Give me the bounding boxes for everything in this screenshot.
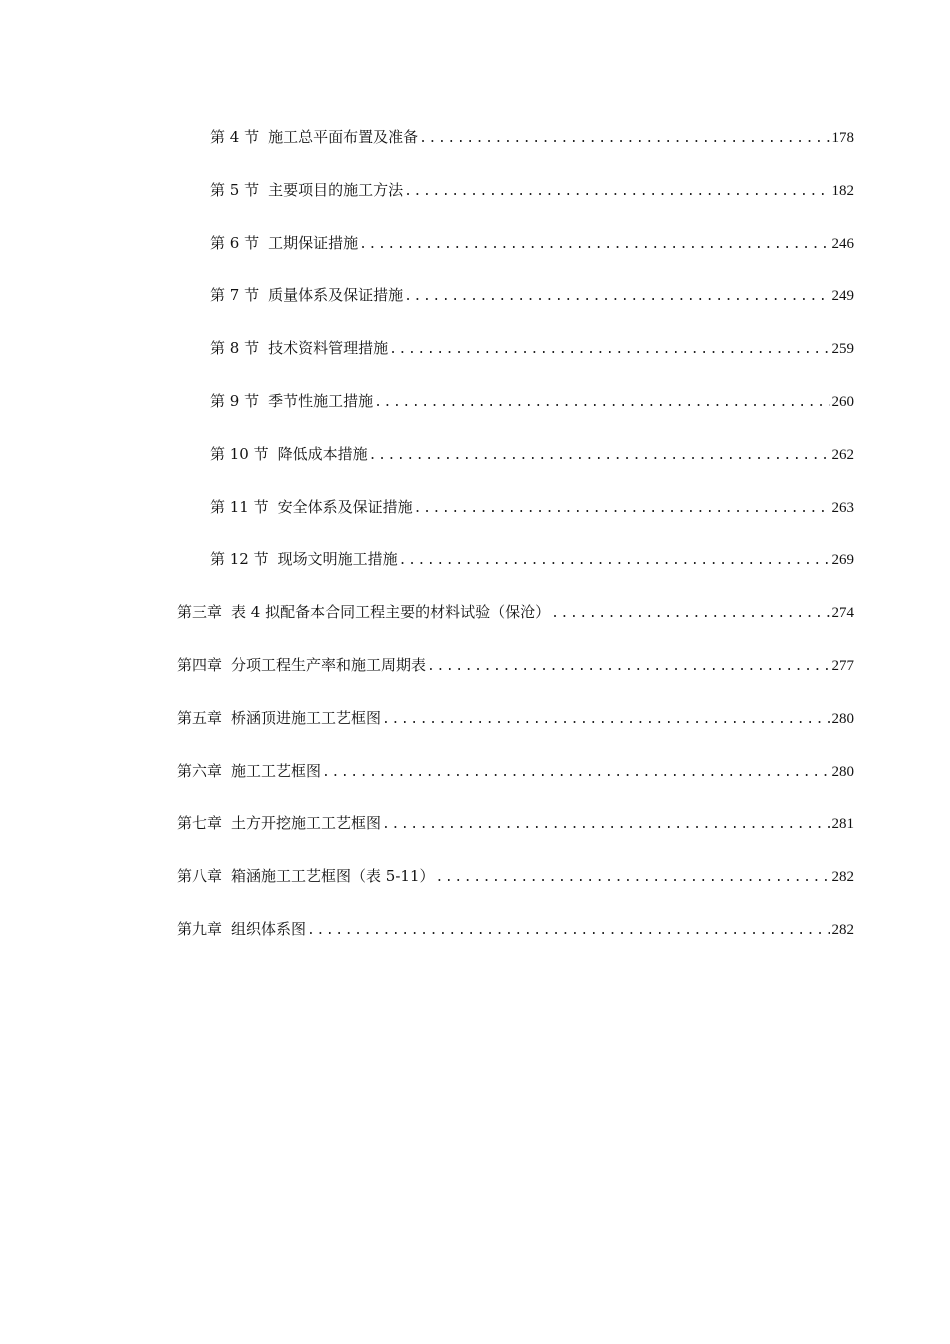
toc-dot-leader (381, 814, 829, 836)
toc-entry-title: 技术资料管理措施 (268, 339, 389, 358)
toc-entry-number: 第七章 (177, 814, 223, 833)
toc-entry-number: 第 7 节 (210, 286, 260, 305)
toc-entry-page-number: 260 (831, 393, 854, 410)
toc-entry-number: 第 5 节 (210, 180, 260, 199)
toc-entry-title: 表 4 拟配备本合同工程主要的材料试验（保沧） (231, 603, 551, 622)
toc-entry-number: 第 11 节 (210, 497, 269, 516)
toc-dot-leader (388, 339, 829, 361)
toc-entry-page-number: 262 (831, 446, 854, 463)
toc-entry-title: 分项工程生产率和施工周期表 (231, 655, 427, 674)
toc-entry-page-number: 182 (831, 182, 854, 199)
toc-entry-title: 质量体系及保证措施 (268, 286, 404, 305)
toc-entry-page-number: 269 (831, 552, 854, 569)
toc-entry-title: 土方开挖施工工艺框图 (231, 814, 382, 833)
toc-entry-chapter-7[interactable] (0, 812, 854, 865)
toc-entry-page-number: 263 (831, 499, 854, 516)
toc-entry-chapter-9[interactable] (0, 918, 854, 971)
toc-entry-title: 主要项目的施工方法 (268, 180, 404, 199)
toc-dot-leader (418, 128, 829, 150)
toc-entry-chapter-6[interactable] (0, 760, 854, 813)
toc-entry-title: 降低成本措施 (277, 444, 368, 463)
toc-entry-number: 第 9 节 (210, 391, 260, 410)
toc-entry-title: 工期保证措施 (268, 233, 359, 252)
toc-entry-section-7[interactable] (0, 284, 854, 337)
toc-dot-leader (368, 445, 830, 467)
toc-entry-page-number: 277 (831, 657, 854, 674)
toc-entry-page-number: 246 (831, 235, 854, 252)
toc-dot-leader (426, 656, 829, 678)
toc-entry-chapter-4[interactable] (0, 654, 854, 707)
toc-entry-section-4[interactable] (0, 126, 854, 179)
toc-entry-page-number: 249 (831, 288, 854, 305)
toc-dot-leader (321, 762, 829, 784)
toc-entry-number: 第四章 (177, 655, 223, 674)
toc-entry-number: 第 8 节 (210, 339, 260, 358)
toc-dot-leader (358, 234, 829, 256)
toc-entry-page-number: 282 (831, 921, 854, 938)
toc-entry-section-10[interactable] (0, 443, 854, 496)
toc-entry-chapter-8[interactable] (0, 865, 854, 918)
toc-entry-section-5[interactable] (0, 179, 854, 232)
toc-entry-page-number: 282 (831, 869, 854, 886)
toc-entry-page-number: 280 (831, 763, 854, 780)
toc-entry-section-12[interactable] (0, 548, 854, 601)
toc-entry-page-number: 274 (831, 605, 854, 622)
toc-dot-leader (306, 920, 829, 942)
toc-entry-number: 第 12 节 (210, 550, 269, 569)
toc-entry-title: 组织体系图 (231, 919, 307, 938)
toc-entry-section-6[interactable] (0, 232, 854, 285)
toc-entry-section-9[interactable] (0, 390, 854, 443)
toc-dot-leader (373, 392, 829, 414)
toc-entry-number: 第六章 (177, 761, 223, 780)
toc-entry-title: 安全体系及保证措施 (277, 497, 413, 516)
toc-entry-page-number: 259 (831, 341, 854, 358)
toc-entry-chapter-3[interactable] (0, 601, 854, 654)
toc-entry-title: 桥涵顶进施工工艺框图 (231, 708, 382, 727)
toc-entry-title: 箱涵施工工艺框图（表 5-11） (231, 867, 435, 886)
table-of-contents (0, 126, 950, 971)
toc-dot-leader (398, 550, 830, 572)
toc-entry-number: 第三章 (177, 603, 223, 622)
toc-entry-number: 第八章 (177, 867, 223, 886)
toc-entry-title: 施工总平面布置及准备 (268, 128, 419, 146)
toc-entry-title: 现场文明施工措施 (277, 550, 398, 569)
toc-entry-section-11[interactable] (0, 496, 854, 549)
toc-dot-leader (413, 498, 830, 520)
toc-entry-title: 施工工艺框图 (231, 761, 322, 780)
toc-dot-leader (381, 709, 829, 731)
toc-dot-leader (403, 286, 829, 308)
toc-dot-leader (434, 867, 829, 889)
toc-entry-number: 第 4 节 (210, 128, 260, 146)
toc-entry-number: 第九章 (177, 919, 223, 938)
toc-entry-number: 第 6 节 (210, 233, 260, 252)
toc-entry-number: 第五章 (177, 708, 223, 727)
toc-dot-leader (550, 603, 829, 625)
toc-entry-page-number: 280 (831, 710, 854, 727)
toc-entry-page-number: 281 (831, 816, 854, 833)
toc-entry-chapter-5[interactable] (0, 707, 854, 760)
toc-entry-section-8[interactable] (0, 337, 854, 390)
toc-entry-number: 第 10 节 (210, 444, 269, 463)
toc-entry-page-number: 178 (831, 130, 854, 146)
toc-dot-leader (403, 181, 829, 203)
toc-entry-title: 季节性施工措施 (268, 391, 374, 410)
